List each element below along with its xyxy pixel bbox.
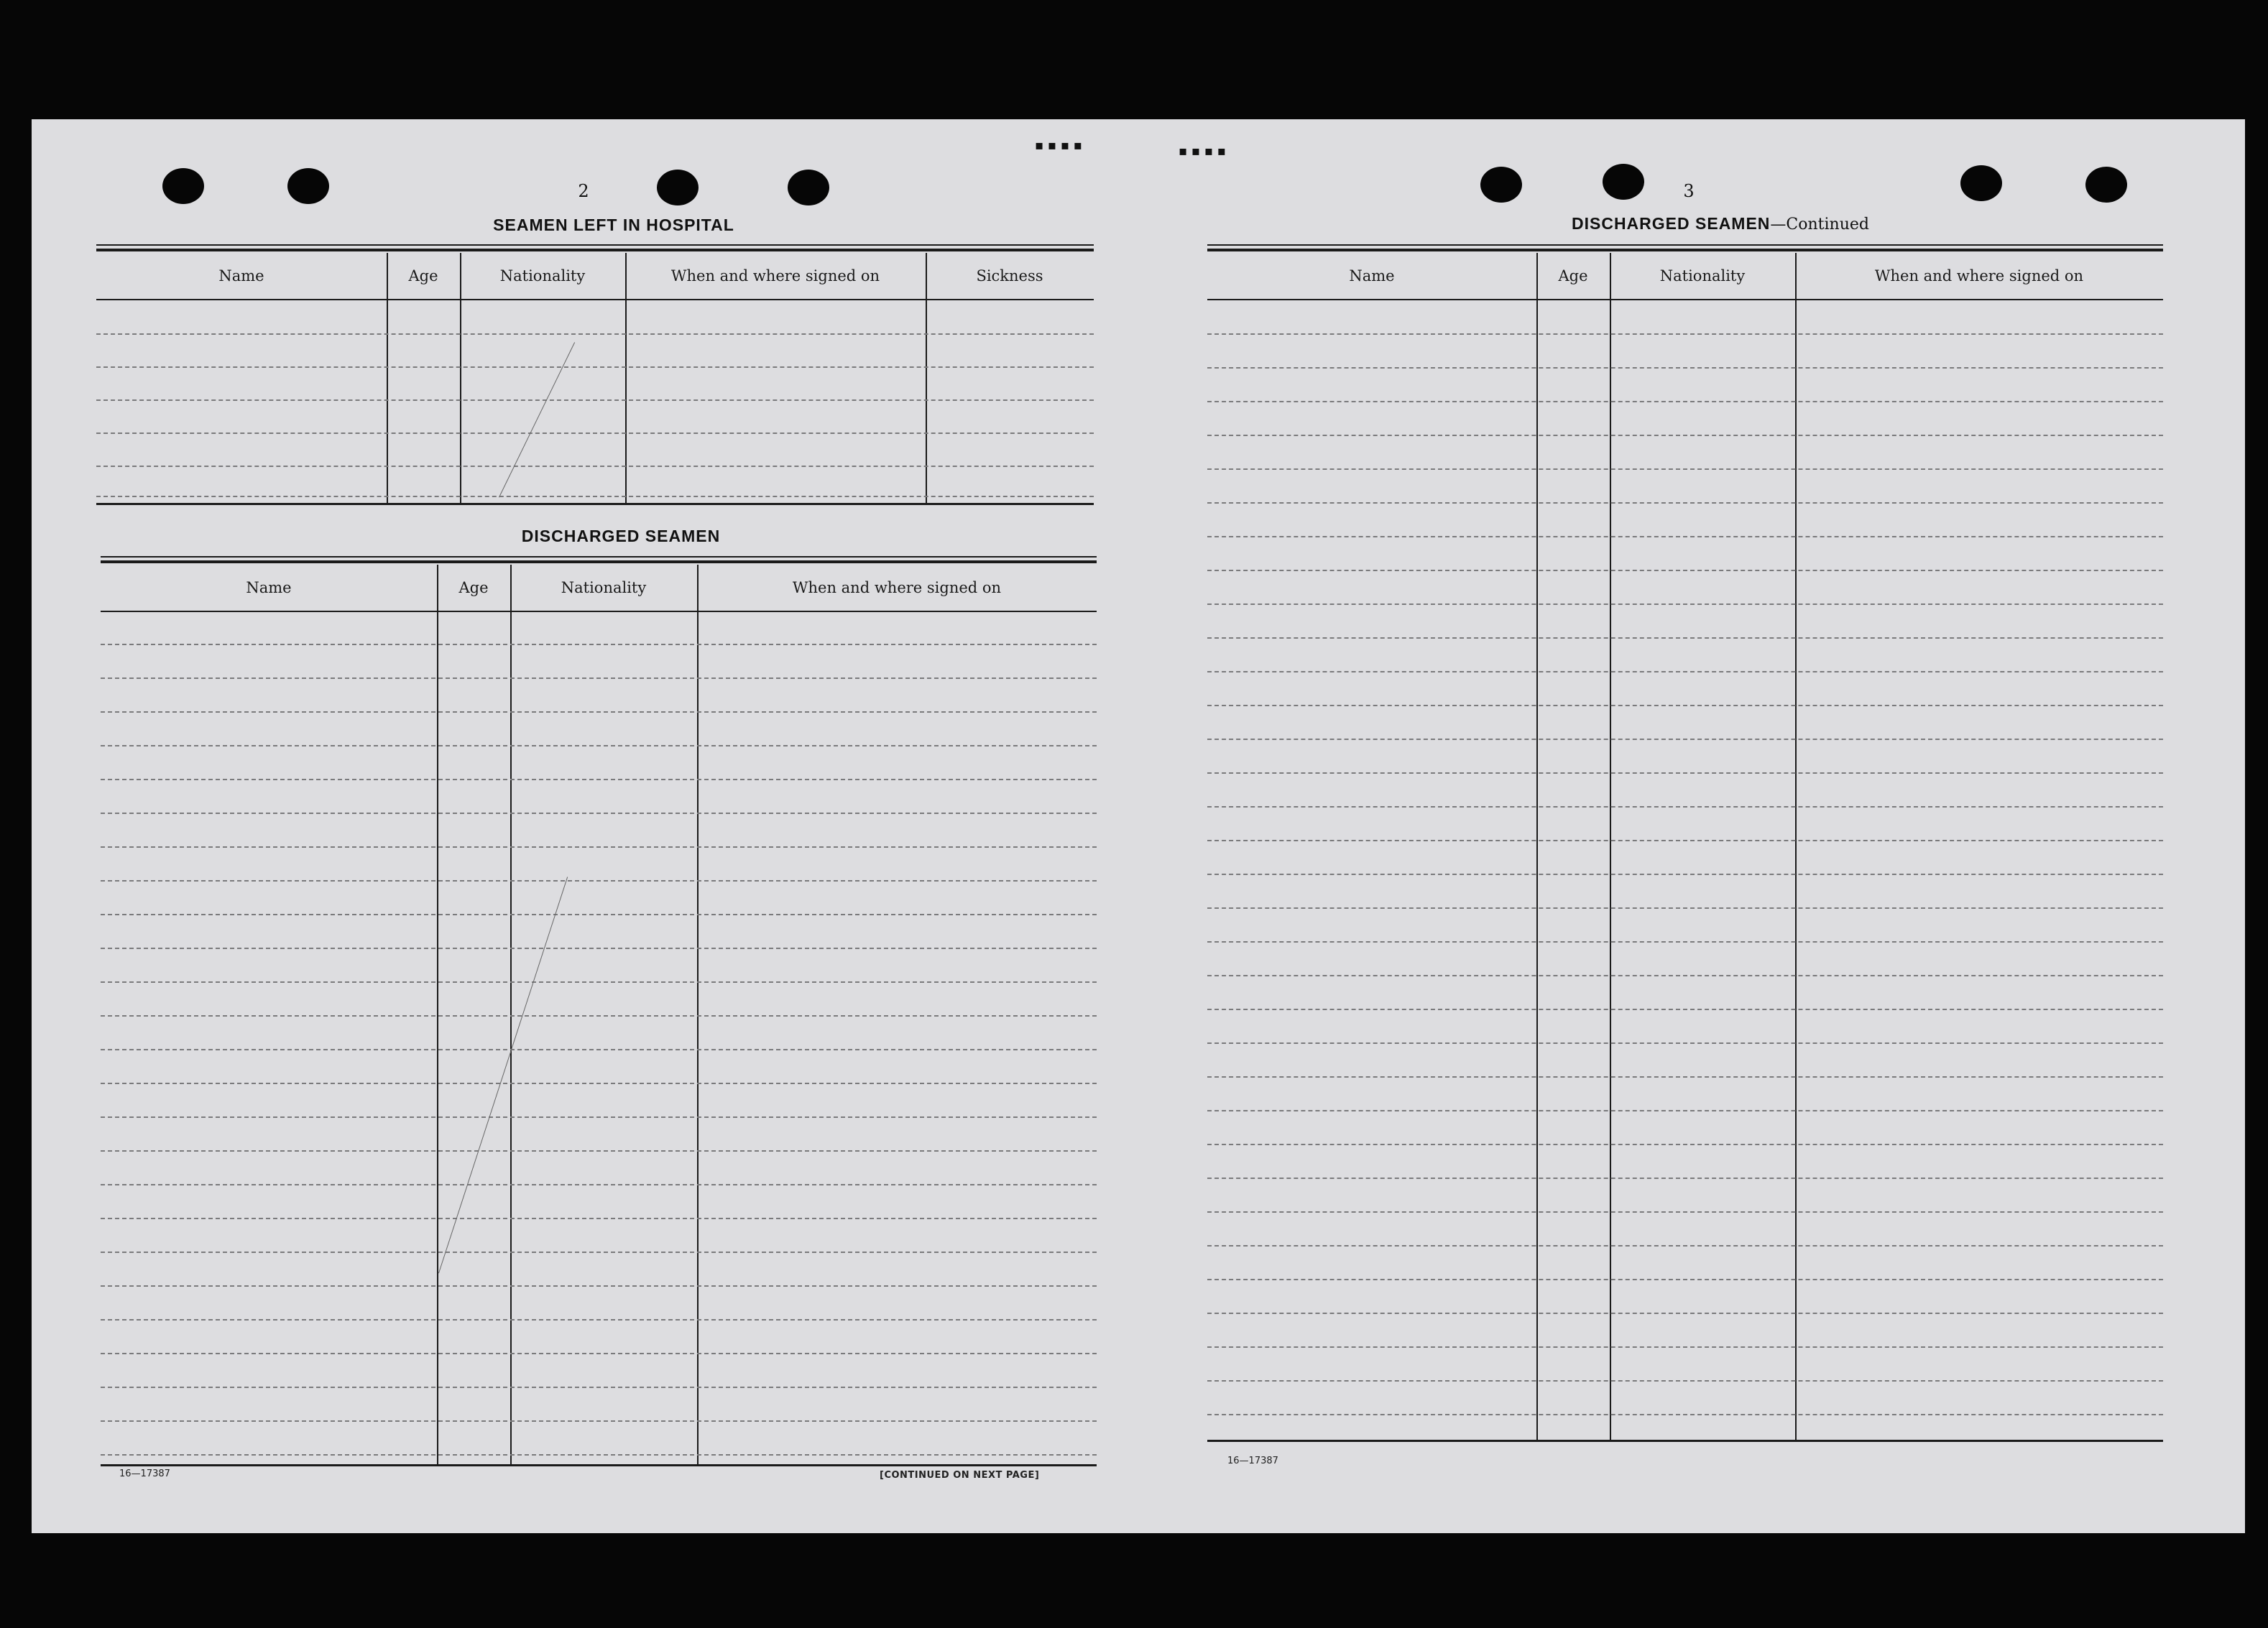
hospital-title-rule (96, 244, 1094, 251)
hospital-section-title: SEAMEN LEFT IN HOSPITAL (493, 216, 734, 234)
discharged-title-rule (101, 556, 1097, 563)
row-line (1207, 840, 2163, 841)
punch-hole (2085, 167, 2127, 203)
row-line (1207, 468, 2163, 470)
column-divider (1795, 253, 1797, 1440)
row-line (101, 1285, 1097, 1287)
row-line (1207, 941, 2163, 943)
row-line (1207, 1380, 2163, 1382)
row-line (96, 333, 1094, 335)
discharged-continued-col-name: Name (1349, 267, 1395, 285)
row-line (101, 1319, 1097, 1321)
discharged-continued-rule (1207, 244, 2163, 251)
row-line (1207, 1144, 2163, 1145)
discharged-continued-title (1455, 214, 1986, 233)
row-line (101, 644, 1097, 645)
row-line (101, 1454, 1097, 1456)
column-divider (1536, 253, 1538, 1440)
row-line (101, 1387, 1097, 1388)
row-line (101, 1049, 1097, 1050)
row-line (1207, 1076, 2163, 1078)
row-line (1207, 1178, 2163, 1179)
row-line (101, 779, 1097, 780)
row-line (1207, 874, 2163, 875)
row-line (1207, 671, 2163, 672)
discharged-continued-title-main: DISCHARGED SEAMEN (1572, 214, 1771, 233)
page-number-right: 3 (1683, 181, 1695, 201)
row-line (101, 711, 1097, 713)
column-divider (1610, 253, 1611, 1440)
page-number-left: 2 (578, 181, 589, 201)
faint-diagonal-mark (499, 342, 575, 497)
row-line (1207, 401, 2163, 402)
discharged-col-age: Age (458, 579, 489, 596)
form-code-left: 16—17387 (119, 1469, 170, 1479)
discharged-continued-col-when-where: When and where signed on (1874, 267, 2084, 285)
punch-hole (1960, 165, 2002, 201)
row-line (1207, 1110, 2163, 1111)
discharged-continued-title-suffix: —Continued (1770, 216, 1869, 233)
row-line (1207, 1009, 2163, 1010)
row-line (1207, 739, 2163, 740)
row-line (96, 366, 1094, 368)
row-line (96, 496, 1094, 497)
row-line (1207, 603, 2163, 605)
hospital-col-when-where: When and where signed on (670, 267, 880, 285)
row-line (101, 745, 1097, 746)
row-line (101, 914, 1097, 915)
punch-hole (162, 168, 204, 204)
row-line (1207, 502, 2163, 504)
row-line (101, 1116, 1097, 1118)
punch-hole (788, 170, 829, 205)
column-divider (437, 565, 438, 1464)
punch-hole (1480, 167, 1522, 203)
row-line (101, 1083, 1097, 1084)
row-line (1207, 1042, 2163, 1044)
hospital-col-sickness: Sickness (976, 267, 1043, 285)
discharged-continued-col-age: Age (1558, 267, 1588, 285)
row-line (101, 1150, 1097, 1152)
row-line (101, 1015, 1097, 1017)
row-line (1207, 907, 2163, 909)
document-sheet (32, 119, 2245, 1533)
row-line (1207, 806, 2163, 808)
punch-hole (657, 170, 699, 205)
row-line (1207, 1346, 2163, 1348)
row-line (101, 677, 1097, 679)
continued-note: [CONTINUED ON NEXT PAGE] (880, 1470, 1040, 1481)
faint-diagonal-mark (438, 877, 568, 1273)
row-line (1207, 536, 2163, 537)
row-line (1207, 1414, 2163, 1415)
discharged-continued-col-nationality: Nationality (1659, 267, 1746, 285)
row-line (1207, 435, 2163, 436)
row-line (101, 1252, 1097, 1253)
row-line (1207, 570, 2163, 571)
row-line (1207, 333, 2163, 335)
discharged-col-nationality: Nationality (561, 579, 647, 596)
row-line (101, 948, 1097, 949)
row-line (101, 880, 1097, 882)
form-code-right: 16—17387 (1227, 1456, 1278, 1466)
row-line (96, 399, 1094, 401)
hospital-col-name: Name (218, 267, 264, 285)
stray-mark: ▪ ▪ ▪ ▪ (1179, 144, 1226, 159)
row-line (1207, 1245, 2163, 1247)
punch-hole (1603, 164, 1644, 200)
discharged-section-title: DISCHARGED SEAMEN (521, 527, 721, 545)
row-line (101, 813, 1097, 814)
row-line (1207, 637, 2163, 639)
hospital-col-age: Age (408, 267, 438, 285)
row-line (1207, 367, 2163, 369)
column-divider (697, 565, 699, 1464)
row-line (96, 433, 1094, 434)
row-line (1207, 1211, 2163, 1213)
row-line (1207, 975, 2163, 976)
hospital-table (96, 253, 1094, 505)
stray-mark: ▪ ▪ ▪ ▪ (1035, 138, 1082, 153)
discharged-table (101, 565, 1097, 1466)
row-line (101, 1184, 1097, 1185)
discharged-col-name: Name (246, 579, 292, 596)
hospital-col-nationality: Nationality (499, 267, 586, 285)
row-line (96, 466, 1094, 467)
discharged-col-when-where: When and where signed on (792, 579, 1002, 596)
row-line (101, 1353, 1097, 1354)
row-line (1207, 705, 2163, 706)
punch-hole (287, 168, 329, 204)
row-line (101, 846, 1097, 848)
row-line (101, 981, 1097, 983)
row-line (1207, 1313, 2163, 1314)
row-line (101, 1420, 1097, 1422)
row-line (101, 1218, 1097, 1219)
row-line (1207, 1279, 2163, 1280)
column-divider (510, 565, 512, 1464)
row-line (1207, 772, 2163, 774)
discharged-continued-table (1207, 253, 2163, 1442)
